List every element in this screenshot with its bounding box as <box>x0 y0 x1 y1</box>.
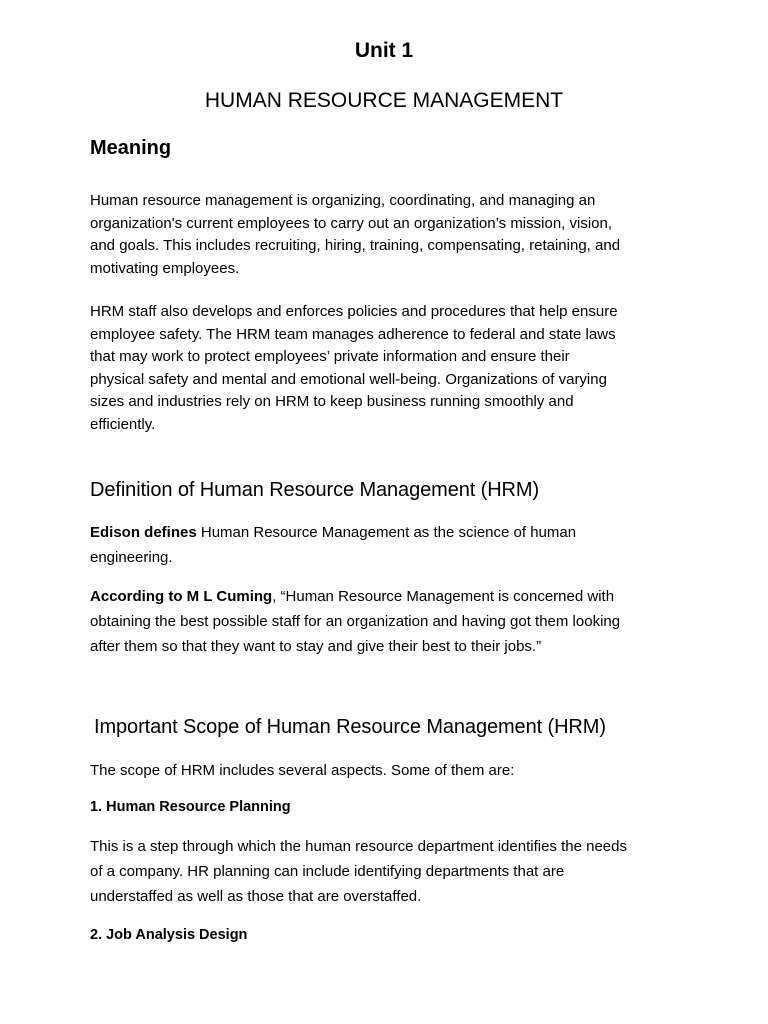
text-line: employee safety. The HRM team manages adherence to federal and state laws <box>90 325 616 343</box>
unit-heading: Unit 1 <box>354 39 414 62</box>
text-line: efficiently. <box>90 415 156 433</box>
scope-item-1-heading: 1. Human Resource Planning <box>90 799 291 815</box>
text-line: HRM staff also develops and enforces policies and procedures that help ensure <box>90 303 618 320</box>
document-title: HUMAN RESOURCE MANAGEMENT <box>204 89 564 112</box>
meaning-paragraph-2 <box>90 301 690 436</box>
text-line: after them so that they want to stay and give their best to their jobs.” <box>90 638 542 655</box>
cuming-text: , “Human Resource Management is concerned with <box>272 588 615 605</box>
text-line: and goals. This includes recruiting, hiring, training, compensating, retaining, and <box>90 237 621 254</box>
edison-name: Edison defines <box>90 524 197 541</box>
text-line: organization's current employees to carry out an organization’s mission, vision, <box>90 214 613 232</box>
text-line: understaffed as well as those that are overstaffed. <box>90 888 422 905</box>
scope-intro: The scope of HRM includes several aspects. Some of them are: <box>90 762 515 779</box>
text-line: This is a step through which the human resource department identifies the needs <box>90 838 627 855</box>
text-line: physical safety and mental and emotional well-being. Organizations of varying <box>90 370 607 388</box>
text-line: Human resource management is organizing, coordinating, and managing an <box>90 192 596 209</box>
definition-heading: Definition of Human Resource Management (HRM) <box>90 479 540 501</box>
text-line <box>90 584 690 609</box>
text-line <box>90 520 690 545</box>
scope-item-2-heading: 2. Job Analysis Design <box>90 927 248 943</box>
scope-item-1-text <box>90 834 690 909</box>
scope-heading: Important Scope of Human Resource Management (HRM) <box>94 716 606 738</box>
cuming-definition <box>90 584 690 659</box>
text-line: of a company. HR planning can include identifying departments that are <box>90 863 565 880</box>
edison-text: Human Resource Management as the science of human <box>196 524 577 541</box>
text-line: motivating employees. <box>90 259 240 277</box>
text-line: obtaining the best possible staff for an organization and having got them looking <box>90 613 621 630</box>
text-line: sizes and industries rely on HRM to keep business running smoothly and <box>90 393 574 410</box>
meaning-heading: Meaning <box>90 137 172 159</box>
text-line: engineering. <box>90 549 173 566</box>
meaning-paragraph-1 <box>90 190 690 280</box>
text-line: that may work to protect employees’ private information and ensure their <box>90 348 570 365</box>
cuming-name: According to M L Cuming <box>90 588 273 605</box>
edison-definition <box>90 520 690 570</box>
